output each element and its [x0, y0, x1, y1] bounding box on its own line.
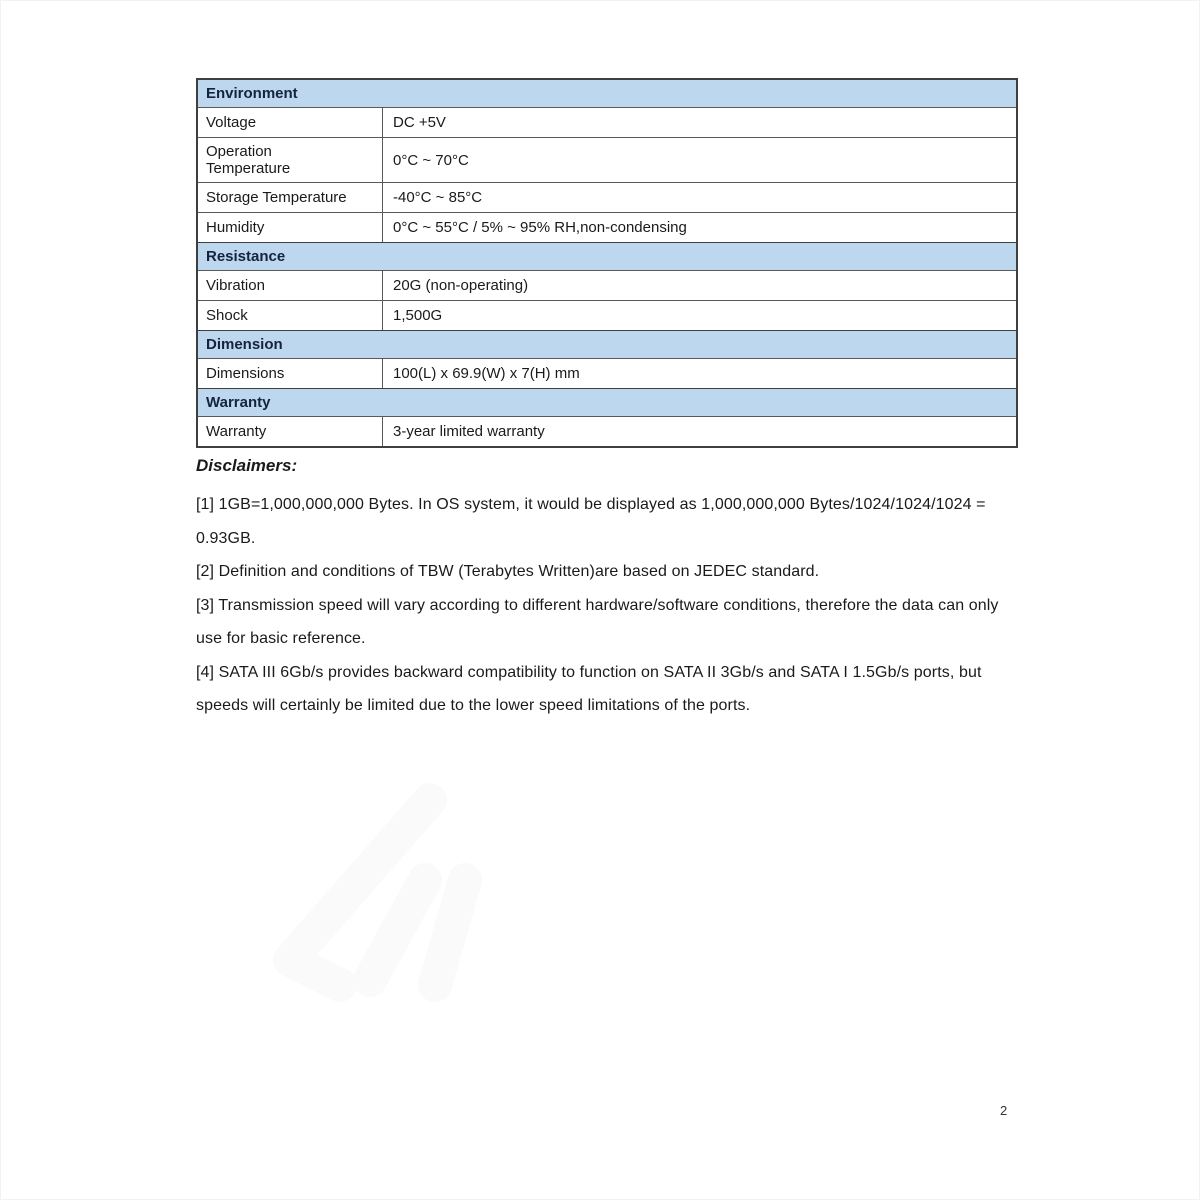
row-label: Voltage: [206, 114, 257, 131]
row-label: Operation Temperature: [206, 143, 291, 177]
row-value: DC +5V: [393, 114, 446, 131]
table-row-vibration: [198, 270, 1016, 300]
table-row-humidity: [198, 212, 1016, 242]
row-value: 0°C ~ 55°C / 5% ~ 95% RH,non-condensing: [393, 219, 687, 236]
row-label: Dimensions: [206, 365, 285, 382]
disclaimer-item-4: [4] SATA III 6Gb/s provides backward compatibility to function on SATA II 3Gb/s and SATA I 1.5Gb/s ports, but speeds will certainly be limited due to the lower speed limitations of the ports.: [196, 663, 982, 714]
table-row-shock: [198, 300, 1016, 330]
row-value: 0°C ~ 70°C: [393, 151, 469, 169]
row-value: -40°C ~ 85°C: [393, 189, 483, 206]
disclaimers-section: [196, 456, 1008, 723]
table-section-header-warranty: Warranty: [198, 388, 1016, 416]
table-section-header-environment: Environment: [198, 80, 1016, 107]
disclaimer-item-1: [1] 1GB=1,000,000,000 Bytes. In OS system, it would be displayed as 1,000,000,000 Bytes/1024/1024/1024 = 0.93GB.: [196, 496, 986, 547]
row-value: 20G (non-operating): [393, 277, 529, 294]
page-number: 2: [1000, 1103, 1008, 1118]
table-row-operation-temperature: [198, 137, 1016, 182]
row-label: Humidity: [206, 219, 265, 236]
row-value: 1,500G: [393, 307, 443, 324]
row-value: 3-year limited warranty: [393, 423, 545, 440]
disclaimers-title: Disclaimers:: [196, 456, 298, 475]
disclaimer-item-2: [2] Definition and conditions of TBW (Terabytes Written)are based on JEDEC standard.: [196, 563, 820, 580]
row-label: Shock: [206, 307, 248, 324]
row-label: Vibration: [206, 277, 265, 294]
table-section-header-dimension: Dimension: [198, 330, 1016, 358]
row-label: Warranty: [206, 423, 267, 440]
table-row-storage-temperature: [198, 182, 1016, 212]
table-row-voltage: [198, 107, 1016, 137]
table-row-dimensions: [198, 358, 1016, 388]
row-label: Storage Temperature: [206, 189, 347, 206]
table-row-warranty: [198, 416, 1016, 446]
brand-watermark-logo: [250, 760, 550, 1020]
table-section-header-resistance: Resistance: [198, 242, 1016, 270]
disclaimer-item-3: [3] Transmission speed will vary according to different hardware/software conditions, therefore the data can only use for basic reference.: [196, 596, 999, 647]
row-value: 100(L) x 69.9(W) x 7(H) mm: [393, 365, 580, 382]
spec-table: [196, 78, 1018, 448]
